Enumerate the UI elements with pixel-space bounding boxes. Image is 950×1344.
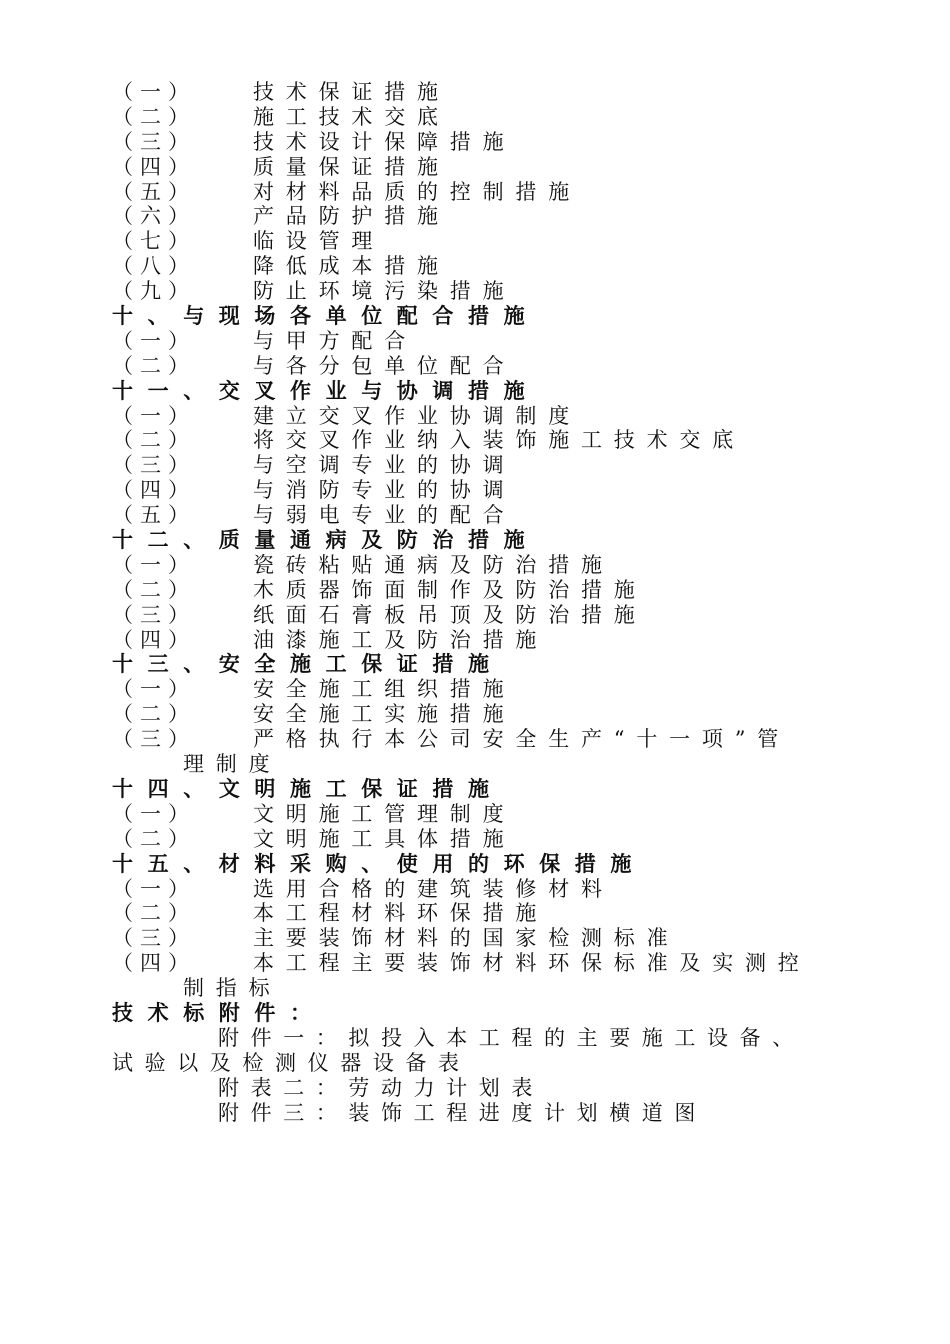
item-text: 建立交叉作业协调制度 xyxy=(253,403,581,428)
attachment-line xyxy=(0,1076,950,1101)
document-page xyxy=(0,80,950,1125)
attachment-continuation-line xyxy=(0,1051,950,1076)
item-number: （二） xyxy=(112,104,196,129)
section-heading-line xyxy=(0,379,950,404)
toc-line xyxy=(0,901,950,926)
item-text: 防止环境污染措施 xyxy=(253,279,516,304)
toc-line xyxy=(0,428,950,453)
item-text: 与弱电专业的配合 xyxy=(253,503,516,528)
toc-line xyxy=(0,229,950,254)
item-number: （一） xyxy=(112,876,196,901)
item-text: 产品防护措施 xyxy=(253,204,450,229)
item-text: 与消防专业的协调 xyxy=(253,478,516,503)
toc-line xyxy=(0,603,950,628)
item-text: 文明施工管理制度 xyxy=(253,801,516,826)
toc-line xyxy=(0,254,950,279)
item-text: 油漆施工及防治措施 xyxy=(253,627,549,652)
item-text: 主要装饰材料的国家检测标准 xyxy=(253,926,680,951)
section-heading-line xyxy=(0,1001,950,1026)
item-number: （二） xyxy=(112,428,196,453)
item-number: （二） xyxy=(112,577,196,602)
toc-line xyxy=(0,354,950,379)
item-number: （一） xyxy=(112,80,196,104)
item-number: （四） xyxy=(112,951,196,976)
item-number: （三） xyxy=(112,926,196,951)
item-number: （五） xyxy=(112,503,196,528)
item-number: （三） xyxy=(112,129,196,154)
item-number: （五） xyxy=(112,179,196,204)
item-text: 与各分包单位配合 xyxy=(253,353,516,378)
toc-continuation-line xyxy=(0,752,950,777)
toc-line xyxy=(0,329,950,354)
item-number: （四） xyxy=(112,627,196,652)
item-text: 选用合格的建筑装修材料 xyxy=(253,876,614,901)
item-number: （六） xyxy=(112,204,196,229)
toc-line xyxy=(0,727,950,752)
item-number: （一） xyxy=(112,801,196,826)
item-number: （八） xyxy=(112,254,196,279)
item-number: （四） xyxy=(112,478,196,503)
item-number: （二） xyxy=(112,702,196,727)
item-number: （七） xyxy=(112,229,196,254)
toc-line xyxy=(0,130,950,155)
toc-line xyxy=(0,204,950,229)
item-number: （三） xyxy=(112,453,196,478)
toc-line xyxy=(0,453,950,478)
section-heading: 十二、质量通病及防治措施 xyxy=(112,527,540,553)
section-heading: 十一、交叉作业与协调措施 xyxy=(112,377,540,403)
toc-line xyxy=(0,802,950,827)
item-text: 纸面石膏板吊顶及防治措施 xyxy=(253,602,647,627)
attachments-heading: 技术标附件： xyxy=(112,999,326,1025)
section-heading: 十五、材料采购、使用的环保措施 xyxy=(112,850,646,876)
item-text: 严格执行本公司安全生产“十一项”管 xyxy=(253,727,791,752)
item-number: （九） xyxy=(112,279,196,304)
attachment-line xyxy=(0,1101,950,1126)
attachment-line xyxy=(0,1026,950,1051)
section-heading-line xyxy=(0,777,950,802)
attachment-text: 附件一：拟投入本工程的主要施工设备、 xyxy=(218,1025,805,1050)
section-heading: 十三、安全施工保证措施 xyxy=(112,651,504,677)
item-text: 与甲方配合 xyxy=(253,328,417,353)
toc-line xyxy=(0,677,950,702)
toc-line xyxy=(0,155,950,180)
item-number: （四） xyxy=(112,154,196,179)
item-text: 临设管理 xyxy=(253,229,385,254)
section-heading-line xyxy=(0,652,950,677)
item-number: （二） xyxy=(112,901,196,926)
toc-line xyxy=(0,404,950,429)
toc-line xyxy=(0,279,950,304)
attachment-text: 附表二：劳动力计划表 xyxy=(218,1075,544,1100)
section-heading-line xyxy=(0,852,950,877)
toc-line xyxy=(0,180,950,205)
item-text: 技术设计保障措施 xyxy=(253,129,516,154)
toc-line xyxy=(0,553,950,578)
toc-line xyxy=(0,578,950,603)
item-number: （二） xyxy=(112,353,196,378)
item-number: （二） xyxy=(112,826,196,851)
toc-line xyxy=(0,827,950,852)
section-heading: 十、与现场各单位配合措施 xyxy=(112,303,540,329)
section-heading: 十四、文明施工保证措施 xyxy=(112,775,504,801)
toc-line xyxy=(0,478,950,503)
item-text: 瓷砖粘贴通病及防治措施 xyxy=(253,552,614,577)
item-text: 施工技术交底 xyxy=(253,104,450,129)
item-text-continuation: 理制度 xyxy=(183,752,282,777)
item-text: 安全施工组织措施 xyxy=(253,677,516,702)
attachment-text-continuation: 试验以及检测仪器设备表 xyxy=(112,1050,471,1075)
item-text: 降低成本措施 xyxy=(253,254,450,279)
item-text: 木质器饰面制作及防治措施 xyxy=(253,577,647,602)
item-number: （一） xyxy=(112,677,196,702)
toc-continuation-line xyxy=(0,976,950,1001)
item-text: 安全施工实施措施 xyxy=(253,702,516,727)
attachment-text: 附件三：装饰工程进度计划横道图 xyxy=(218,1100,707,1125)
item-text: 技术保证措施 xyxy=(253,80,450,104)
item-text: 文明施工具体措施 xyxy=(253,826,516,851)
item-text: 对材料品质的控制措施 xyxy=(253,179,581,204)
item-number: （三） xyxy=(112,602,196,627)
toc-line xyxy=(0,105,950,130)
item-text: 与空调专业的协调 xyxy=(253,453,516,478)
toc-line xyxy=(0,503,950,528)
item-text-continuation: 制指标 xyxy=(183,976,282,1001)
toc-line xyxy=(0,80,950,105)
toc-line xyxy=(0,951,950,976)
item-number: （一） xyxy=(112,403,196,428)
item-number: （一） xyxy=(112,552,196,577)
item-number: （三） xyxy=(112,727,196,752)
item-text: 质量保证措施 xyxy=(253,154,450,179)
item-number: （一） xyxy=(112,328,196,353)
item-text: 本工程材料环保措施 xyxy=(253,901,549,926)
item-text: 将交叉作业纳入装饰施工技术交底 xyxy=(253,428,745,453)
toc-line xyxy=(0,702,950,727)
section-heading-line xyxy=(0,528,950,553)
toc-line xyxy=(0,926,950,951)
item-text: 本工程主要装饰材料环保标准及实测控 xyxy=(253,951,811,976)
section-heading-line xyxy=(0,304,950,329)
toc-line xyxy=(0,628,950,653)
toc-line xyxy=(0,877,950,902)
